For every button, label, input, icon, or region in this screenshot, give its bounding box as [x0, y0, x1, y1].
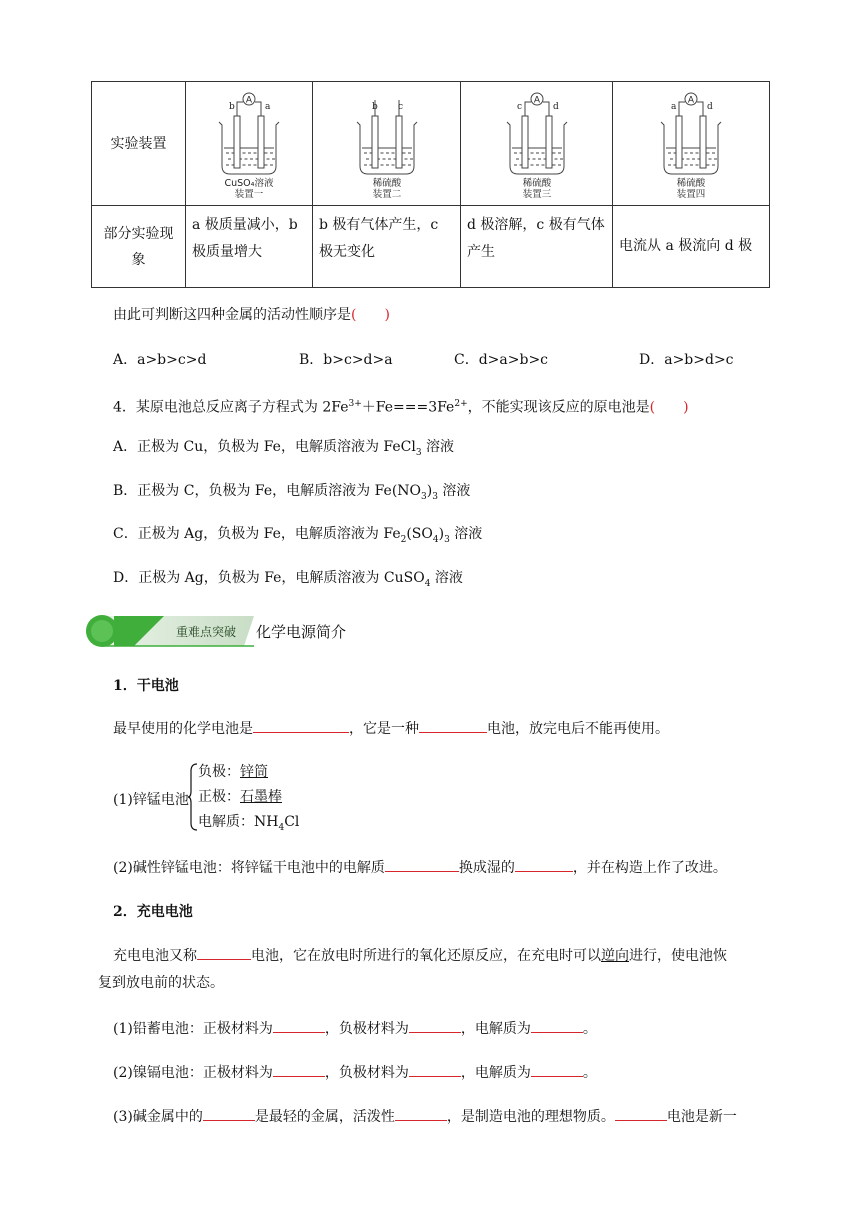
- electrode-left: [522, 116, 528, 168]
- observation-line: 极质量增大: [192, 244, 262, 260]
- text-segment: 是最轻的金属，活泼性: [254, 1109, 395, 1125]
- fill-blank[interactable]: [253, 718, 349, 733]
- q3-option-b: B．b>c>d>a: [299, 352, 393, 368]
- text-segment: 电池，放完电后不能再使用。: [487, 721, 669, 737]
- fill-blank[interactable]: [203, 1106, 255, 1121]
- apparatus-name: 装置一: [234, 188, 264, 200]
- subscript: 4: [278, 822, 285, 833]
- electrode-right: [700, 116, 706, 168]
- option-text: ): [438, 526, 445, 542]
- negative-electrode: [198, 762, 268, 782]
- apparatus-3-diagram: [492, 88, 582, 200]
- option-text: 溶液: [449, 526, 483, 542]
- row-label-line2: 象: [131, 251, 146, 268]
- section-badge-label: 重难点突破: [176, 625, 237, 639]
- answer-paren: ( ): [351, 307, 390, 323]
- apparatus-cell: [461, 82, 613, 206]
- text-segment: (1)铅蓄电池：正极材料为: [113, 1021, 273, 1037]
- apparatus-name: 装置四: [676, 188, 706, 200]
- subscript: 4: [432, 534, 439, 545]
- wire-right: [255, 102, 261, 116]
- answer-underlined: 锌筒: [240, 764, 268, 780]
- fill-blank[interactable]: [531, 1062, 583, 1077]
- charge-superscript: 3+: [348, 399, 362, 409]
- q3-stem: [113, 305, 390, 325]
- solution-label: 稀硫酸: [522, 177, 551, 189]
- q4-option-d: [113, 568, 463, 594]
- electrode-right: [396, 116, 402, 168]
- row-label-observation: [92, 206, 186, 288]
- q4-option-b: [113, 481, 470, 507]
- section-header: [84, 613, 354, 649]
- electrode-right: [546, 116, 552, 168]
- answer-paren: ( ): [649, 399, 689, 416]
- fill-blank[interactable]: [419, 718, 487, 733]
- text-segment: ，负极材料为: [324, 1065, 409, 1081]
- fill-blank[interactable]: [531, 1018, 583, 1033]
- subscript: 3: [421, 491, 427, 502]
- experiment-table: [91, 81, 770, 288]
- ammeter-label: A: [687, 95, 695, 105]
- q4-option-c: [113, 524, 482, 550]
- electrode-label-left: b: [229, 101, 235, 112]
- text-segment: 最早使用的化学电池是: [113, 721, 253, 737]
- fill-blank[interactable]: [197, 945, 251, 960]
- text-segment: ，是制造电池的理想物质。: [446, 1109, 615, 1125]
- q3-option-c: C．d>a>b>c: [454, 352, 549, 368]
- text-segment: 电解质：NH: [198, 814, 279, 830]
- subscript: 3: [432, 491, 438, 502]
- charge-paragraph-1-line2: 复到放电前的状态。: [98, 975, 224, 991]
- text-segment: 。: [582, 1065, 597, 1081]
- row-label-apparatus: 实验装置: [92, 82, 186, 206]
- apparatus-4-diagram: [646, 88, 736, 200]
- text-segment: ，电解质为: [460, 1021, 531, 1037]
- text-segment: 负极：: [198, 764, 240, 780]
- fill-blank[interactable]: [395, 1106, 447, 1121]
- nickel-cadmium-line: [113, 1062, 597, 1083]
- fill-blank[interactable]: [385, 857, 459, 872]
- fill-blank[interactable]: [273, 1062, 325, 1077]
- fill-blank[interactable]: [409, 1018, 461, 1033]
- fill-blank[interactable]: [409, 1062, 461, 1077]
- answer-underlined: 逆向: [601, 948, 629, 964]
- q3-option-a: A．a>b>c>d: [113, 352, 207, 368]
- text-segment: (2)碱性锌锰电池：将锌锰干电池中的电解质: [113, 860, 385, 876]
- observation-line: 产生: [467, 244, 495, 260]
- option-text: (SO: [406, 526, 433, 542]
- ammeter-label: A: [245, 95, 253, 105]
- wire-left: [679, 102, 685, 116]
- q3-option-d: D．a>b>d>c: [639, 352, 734, 368]
- wire-right: [543, 102, 549, 116]
- positive-electrode: [198, 787, 282, 807]
- apparatus-cell: [186, 82, 313, 206]
- lead-acid-line: [113, 1018, 597, 1039]
- wire-left: [237, 102, 243, 116]
- apparatus-cell: [313, 82, 461, 206]
- text-segment: 正极：: [198, 789, 240, 805]
- charge-superscript: 2+: [454, 399, 468, 409]
- observation-line: a 极质量减小，b: [192, 217, 298, 233]
- text-segment: 。: [582, 1021, 597, 1037]
- apparatus-name: 装置三: [522, 188, 551, 200]
- text-segment: 电池，它在放电时所进行的氧化还原反应，在充电时可以: [251, 948, 601, 964]
- text-segment: (2)镍镉电池：正极材料为: [113, 1065, 273, 1081]
- option-text: ): [426, 483, 433, 499]
- text-segment: ，它是一种: [349, 721, 419, 737]
- electrode-label-left: c: [516, 101, 522, 112]
- text-segment: ，负极材料为: [324, 1021, 409, 1037]
- text-segment: ，并在构造上作了改进。: [572, 860, 727, 876]
- lithium-line: [113, 1106, 737, 1127]
- heading-dry-battery: 1．干电池: [113, 678, 179, 694]
- table-row: [92, 206, 770, 288]
- electrode-label-right: d: [552, 101, 559, 112]
- text-segment: 换成湿的: [458, 860, 515, 876]
- electrode-label-left: a: [671, 101, 677, 112]
- q3-stem-text: 由此可判断这四种金属的活动性顺序是: [113, 307, 351, 323]
- electrode-left: [372, 116, 378, 168]
- observation-cell: [186, 206, 313, 288]
- q4-stem-part: ，不能实现该反应的原电池是: [467, 399, 650, 416]
- q4-stem: [113, 394, 689, 418]
- solution-label: CuSO₄溶液: [224, 177, 274, 189]
- electrode-label-left: b: [371, 101, 378, 112]
- row-label-line1: 部分实验现: [103, 225, 174, 242]
- text-segment: Cl: [284, 814, 300, 830]
- answer-underlined: 石墨棒: [240, 789, 282, 805]
- apparatus-2-diagram: [342, 88, 432, 200]
- text-segment: (3)碱金属中的: [113, 1109, 203, 1125]
- electrode-right: [258, 116, 264, 168]
- observation-cell: [461, 206, 613, 288]
- dry-paragraph-2: [113, 857, 727, 878]
- ammeter-label: A: [533, 95, 540, 105]
- fill-blank[interactable]: [615, 1106, 667, 1121]
- fill-blank[interactable]: [273, 1018, 325, 1033]
- apparatus-1-diagram: [204, 88, 294, 200]
- electrode-label-right: d: [707, 101, 713, 112]
- apparatus-lines: [357, 100, 417, 174]
- section-title: 化学电源简介: [256, 623, 347, 641]
- electrode-left: [234, 116, 240, 168]
- text-segment: ，电解质为: [460, 1065, 531, 1081]
- wire-left: [525, 102, 531, 116]
- subscript: 3: [444, 534, 450, 545]
- observation-line: 电流从 a 极流向 d 极: [619, 238, 753, 254]
- option-text: A．正极为 Cu，负极为 Fe，电解质溶液为 FeCl: [113, 439, 416, 455]
- charge-paragraph-1: [113, 945, 727, 966]
- option-text: 溶液: [430, 570, 463, 586]
- text-segment: 进行，使电池恢: [629, 948, 727, 964]
- electrode-left: [676, 116, 682, 168]
- observation-cell: [313, 206, 461, 288]
- subscript: 2: [400, 534, 407, 545]
- observation-line: b 极有气体产生，c: [319, 217, 439, 233]
- subscript: 3: [415, 447, 422, 458]
- text-segment: 电池是新一: [666, 1109, 737, 1125]
- brace-icon: [188, 763, 198, 831]
- option-text: 溶液: [421, 439, 455, 455]
- observation-line: 极无变化: [319, 244, 375, 260]
- observation-cell: [613, 206, 770, 288]
- fill-blank[interactable]: [515, 857, 573, 872]
- dry-paragraph-1: [113, 718, 669, 739]
- heading-rechargeable: 2．充电电池: [113, 904, 193, 920]
- option-text: 溶液: [437, 483, 471, 499]
- q4-stem-part: 4．某原电池总反应离子方程式为 2Fe: [113, 399, 349, 416]
- option-text: C．正极为 Ag，负极为 Fe，电解质溶液为 Fe: [113, 526, 401, 542]
- zinc-manganese-label: (1)锌锰电池: [113, 792, 189, 808]
- subscript: 4: [424, 578, 431, 589]
- table-row: [92, 82, 770, 206]
- q4-stem-part: ＋Fe===3Fe: [361, 399, 455, 416]
- option-text: D．正极为 Ag，负极为 Fe，电解质溶液为 CuSO: [113, 570, 425, 586]
- apparatus-cell: [613, 82, 770, 206]
- q4-option-a: [113, 437, 454, 463]
- option-text: B．正极为 C，负极为 Fe，电解质溶液为 Fe(NO: [113, 483, 422, 499]
- apparatus-name: 装置二: [372, 188, 401, 200]
- solution-label: 稀硫酸: [676, 177, 706, 189]
- text-segment: 充电电池又称: [113, 948, 197, 964]
- wire-right: [697, 102, 703, 116]
- solution-label: 稀硫酸: [372, 177, 401, 189]
- electrode-label-right: c: [397, 101, 403, 112]
- electrolyte: [198, 812, 299, 838]
- observation-line: d 极溶解，c 极有气体: [467, 217, 605, 233]
- electrode-label-right: a: [265, 101, 271, 112]
